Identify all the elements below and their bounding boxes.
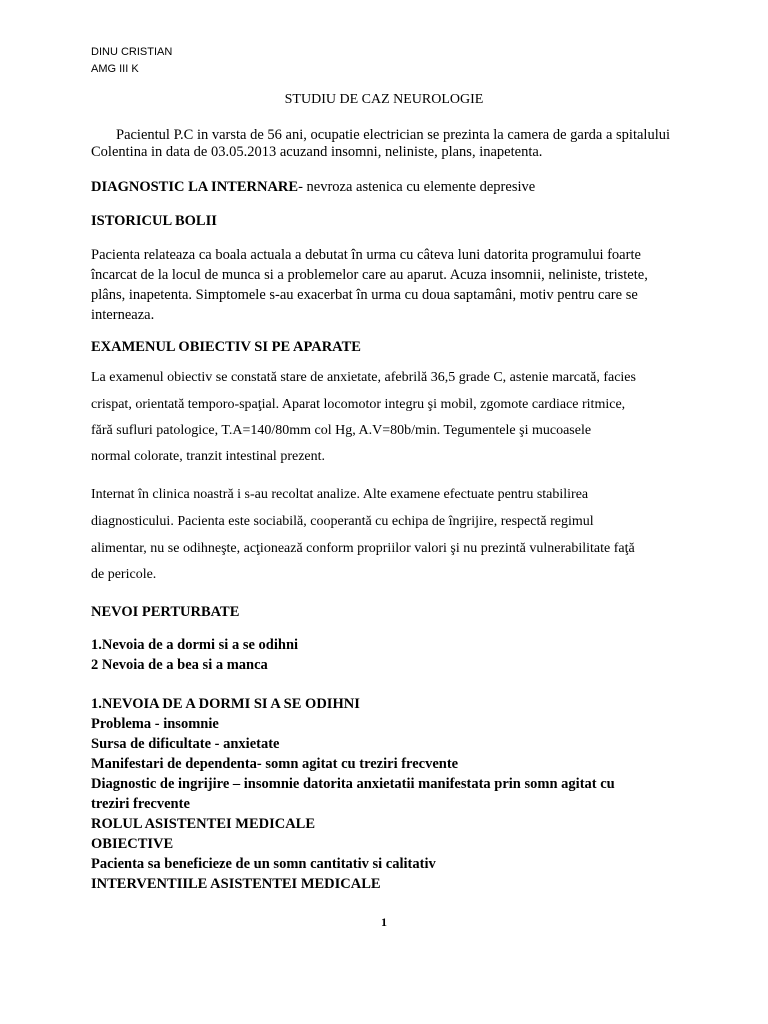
section-line: ROLUL ASISTENTEI MEDICALE [91,816,316,832]
section-line: Pacienta sa beneficieze de un somn cantitativ si calitativ [91,856,436,872]
nevoi-item: 2 Nevoia de a bea si a manca [91,657,268,673]
examen-line: La examenul obiectiv se constată stare de anxietate, afebrilă 36,5 grade C, astenie marcată, facies [91,370,636,385]
examen-line: crispat, orientată temporo-spaţial. Aparat locomotor integru şi mobil, zgomote cardiace ritmice, [91,397,626,412]
section-line: OBIECTIVE [91,836,174,852]
author-name: DINU CRISTIAN [91,46,173,58]
section-line: Diagnostic de ingrijire – insomnie datorita anxietatii manifestata prin somn agitat cu [91,776,615,792]
istoric-line: încarcat de la locul de munca si a problemelor care au aparut. Acuza insomnii, neliniste, tristete, [91,267,648,283]
section-line: INTERVENTIILE ASISTENTEI MEDICALE [91,876,381,892]
istoric-line: interneaza. [91,307,155,323]
intro-line-1: Pacientul P.C in varsta de 56 ani, ocupatie electrician se prezinta la camera de garda a spitalului [116,127,671,143]
examen-line: diagnosticului. Pacienta este sociabilă, cooperantă cu echipa de îngrijire, respectă regimul [91,514,594,529]
nevoi-item: 1.Nevoia de a dormi si a se odihni [91,637,299,653]
section-line: Problema - insomnie [91,716,219,732]
section-line: Manifestari de dependenta- somn agitat cu treziri frecvente [91,756,459,772]
page-number: 1 [381,915,387,929]
section-line: 1.NEVOIA DE A DORMI SI A SE ODIHNI [91,696,360,712]
section-line: treziri frecvente [91,796,190,812]
examen-line: normal colorate, tranzit intestinal prezent. [91,449,326,464]
istoric-line: Pacienta relateaza ca boala actuala a debutat în urma cu câteva luni datorita programului foarte [91,247,641,263]
diagnostic-label: DIAGNOSTIC LA INTERNARE [91,179,299,195]
author-group: AMG III K [91,63,139,75]
nevoi-heading: NEVOI PERTURBATE [91,604,240,620]
diagnostic-text: - nevroza astenica cu elemente depresive [298,179,536,195]
istoric-line: plâns, inapetenta. Simptomele s-au exacerbat în urma cu doua saptamâni, motiv pentru care se [91,287,638,303]
examen-line: Internat în clinica noastră i s-au recoltat analize. Alte examene efectuate pentru stabilirea [91,487,589,502]
istoric-heading: ISTORICUL BOLII [91,213,217,229]
examen-line: de pericole. [91,567,157,582]
section-line: Sursa de dificultate - anxietate [91,736,280,752]
intro-line-2: Colentina in data de 03.05.2013 acuzand insomni, neliniste, plans, inapetenta. [91,144,543,160]
examen-heading: EXAMENUL OBIECTIV SI PE APARATE [91,339,361,355]
examen-line: fără sufluri patologice, T.A=140/80mm col Hg, A.V=80b/min. Tegumentele şi mucoasele [91,423,592,438]
diagnostic-line [91,178,535,196]
page-title: STUDIU DE CAZ NEUROLOGIE [284,92,484,107]
examen-line: alimentar, nu se odihneşte, acţionează conform propriilor valori şi nu prezintă vulnerabilitate faţă [91,541,635,556]
